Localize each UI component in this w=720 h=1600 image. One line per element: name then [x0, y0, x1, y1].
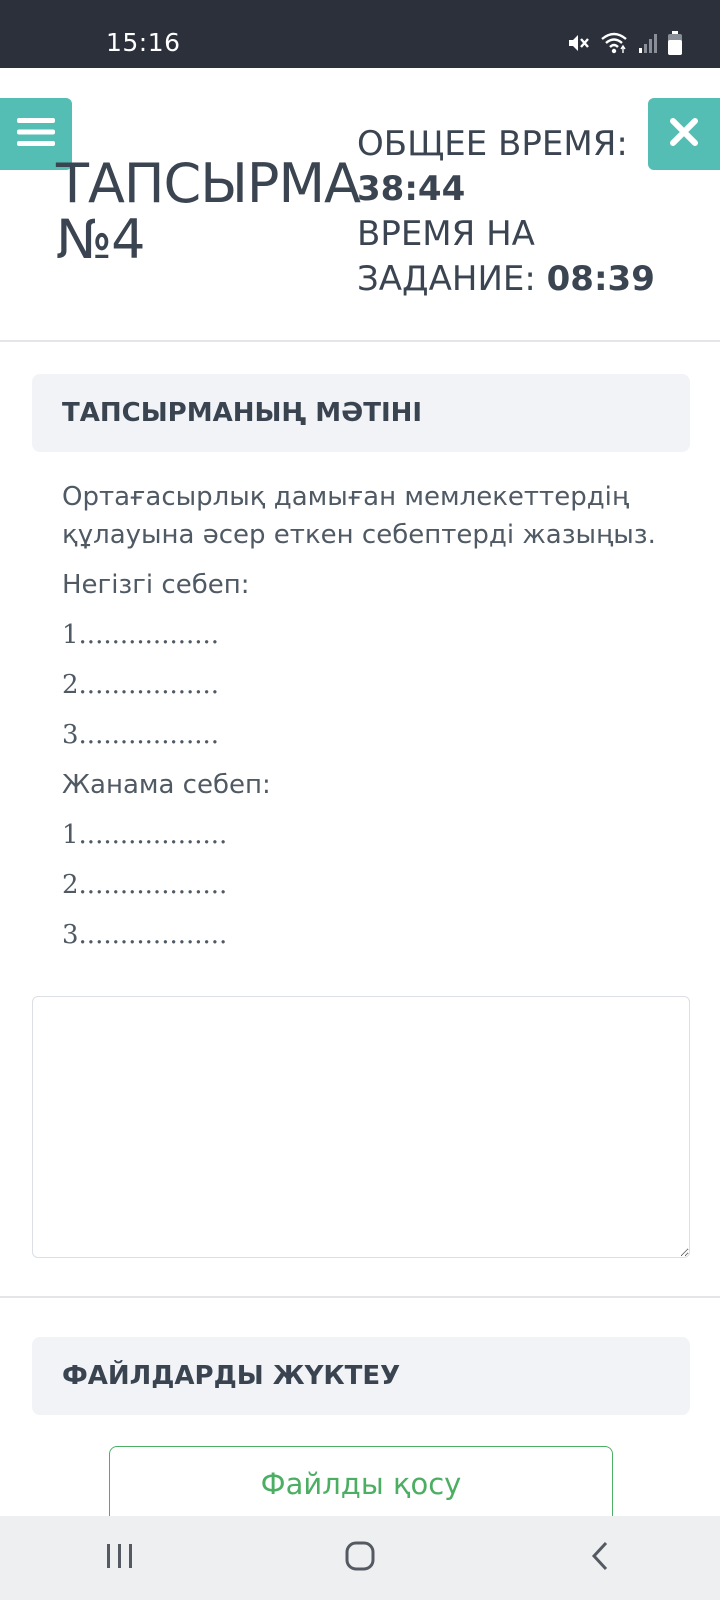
- main-cause-line: 1.................: [62, 620, 220, 650]
- answer-textarea[interactable]: [32, 996, 690, 1258]
- task-question: Ортағасырлық дамыған мемлекеттердің құлауына әсер еткен себептерді жазыңыз.: [62, 482, 656, 550]
- add-file-button[interactable]: Файлды қосу: [109, 1446, 613, 1536]
- answer-divider: [0, 1296, 720, 1298]
- hamburger-icon: [17, 117, 55, 151]
- side-cause-line: 3..................: [62, 920, 228, 950]
- system-nav-bar: [0, 1516, 720, 1600]
- header-divider: [0, 340, 720, 342]
- file-upload-heading: ФАЙЛДАРДЫ ЖҮКТЕУ: [32, 1337, 690, 1415]
- back-button[interactable]: [560, 1528, 640, 1588]
- total-time-value: 38:44: [357, 169, 466, 209]
- total-time-label: ОБЩЕЕ ВРЕМЯ:: [357, 124, 628, 164]
- battery-icon: [668, 31, 682, 55]
- status-icons: [566, 30, 682, 56]
- recent-apps-icon: [105, 1542, 135, 1574]
- status-time: 15:16: [106, 28, 181, 57]
- main-cause-label: Негізгі себеп:: [62, 570, 250, 600]
- home-icon: [344, 1540, 376, 1576]
- side-cause-label: Жанама себеп:: [62, 770, 271, 800]
- side-cause-line: 1..................: [62, 820, 228, 850]
- main-cause-line: 3.................: [62, 720, 220, 750]
- task-text-heading: ТАПСЫРМАНЫҢ МӘТІНІ: [32, 374, 690, 452]
- home-button[interactable]: [320, 1528, 400, 1588]
- signal-icon: [638, 32, 658, 54]
- task-time-value: 08:39: [546, 259, 655, 299]
- page-title: ТАПСЫРМА №4: [56, 152, 360, 271]
- total-time: [357, 122, 697, 212]
- back-icon: [589, 1540, 611, 1576]
- wifi-icon: [600, 31, 628, 55]
- task-body: [62, 478, 682, 966]
- recent-apps-button[interactable]: [80, 1528, 160, 1588]
- timer-block: [357, 122, 697, 302]
- task-time: [357, 212, 697, 302]
- main-cause-line: 2.................: [62, 670, 220, 700]
- task-time-label: ВРЕМЯ НА ЗАДАНИЕ:: [357, 214, 536, 299]
- side-cause-line: 2..................: [62, 870, 228, 900]
- mute-icon: [566, 31, 590, 55]
- status-bar: [0, 0, 720, 68]
